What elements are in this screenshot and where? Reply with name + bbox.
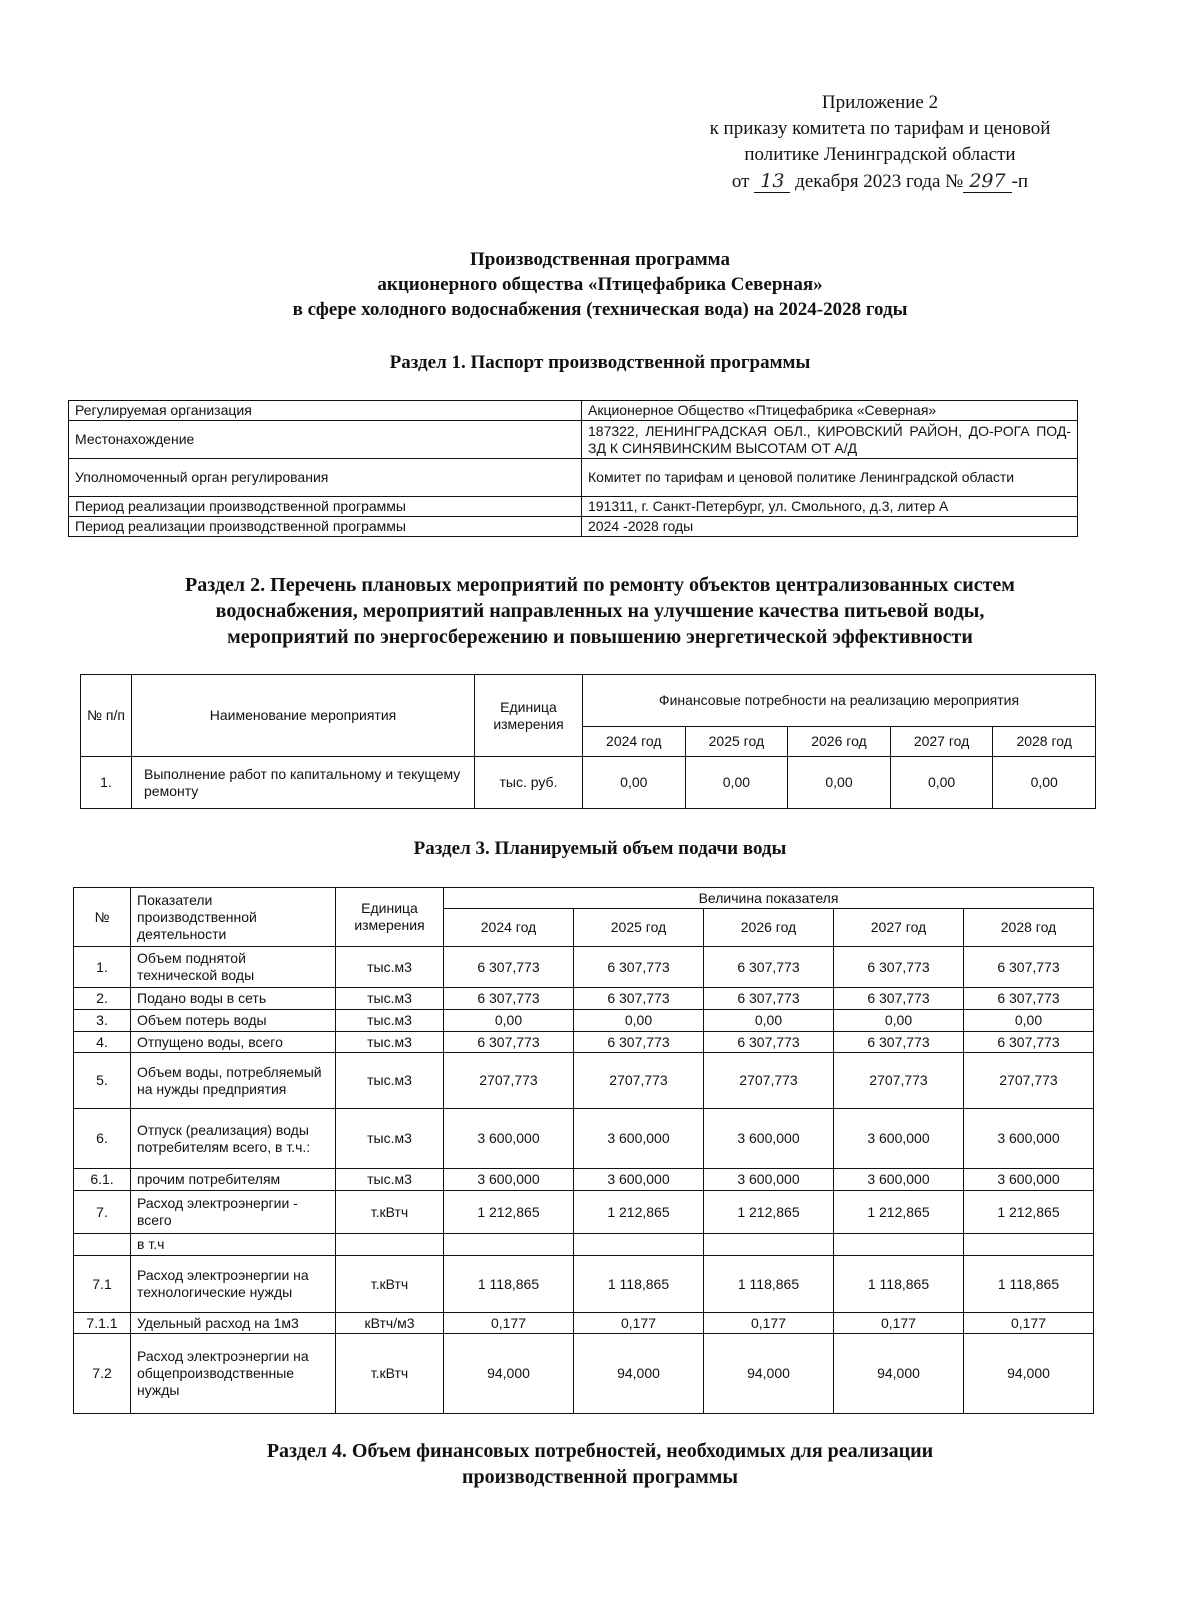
year-header: 2025 год: [685, 727, 788, 757]
value-cell: 3 600,000: [704, 1109, 834, 1169]
value-cell: 0,00: [890, 757, 993, 809]
handwritten-day: 13: [754, 170, 790, 193]
table-cell: тыс.м3: [336, 1053, 444, 1109]
table-cell: 4.: [74, 1032, 131, 1053]
appendix-block: [640, 90, 1120, 195]
table-cell: тыс.м3: [336, 1032, 444, 1053]
appendix-line: к приказу комитета по тарифам и ценовой: [709, 118, 1051, 139]
value-cell: 6 307,773: [834, 988, 964, 1010]
table-cell: тыс.м3: [336, 947, 444, 988]
value-cell: 1 118,865: [704, 1256, 834, 1313]
column-header: №: [74, 888, 131, 947]
section4-heading: [0, 1438, 1200, 1490]
passport-label: Уполномоченный орган регулирования: [69, 459, 582, 497]
value-cell: 3 600,000: [834, 1109, 964, 1169]
passport-value: 191311, г. Санкт-Петербург, ул. Смольного, д.3, литер А: [582, 497, 1078, 517]
value-cell: 6 307,773: [704, 1032, 834, 1053]
table-cell: Расход электроэнергии на общепроизводственные нужды: [131, 1334, 336, 1414]
value-cell: 3 600,000: [444, 1109, 574, 1169]
heading-line: Раздел 2. Перечень плановых мероприятий по ремонту объектов централизованных систем: [185, 574, 1015, 596]
table-cell: Расход электроэнергии на технологические нужды: [131, 1256, 336, 1313]
passport-value: 187322, ЛЕНИНГРАДСКАЯ ОБЛ., КИРОВСКИЙ РАЙОН, ДО-РОГА ПОД-ЗД К СИНЯВИНСКИМ ВЫСОТАМ ОТ А/Д: [582, 421, 1078, 459]
value-cell: 3 600,000: [444, 1169, 574, 1191]
date-prefix: от: [731, 171, 750, 192]
table-row: [74, 1334, 1094, 1414]
column-header: Наименование мероприятия: [132, 675, 475, 757]
date-mid: декабря 2023 года №: [795, 171, 964, 192]
value-cell: 2707,773: [964, 1053, 1094, 1109]
column-header: Единица измерения: [336, 888, 444, 947]
value-cell: 0,00: [964, 1010, 1094, 1032]
value-cell: 6 307,773: [704, 988, 834, 1010]
value-cell: 6 307,773: [574, 1032, 704, 1053]
value-cell: 1 212,865: [444, 1191, 574, 1234]
table-cell: т.кВтч: [336, 1191, 444, 1234]
table-cell: т.кВтч: [336, 1256, 444, 1313]
table-cell: Объем потерь воды: [131, 1010, 336, 1032]
value-cell: 6 307,773: [834, 1032, 964, 1053]
table-cell: 7.: [74, 1191, 131, 1234]
value-cell: 1 118,865: [444, 1256, 574, 1313]
value-cell: 0,00: [704, 1010, 834, 1032]
number-suffix: -п: [1011, 171, 1029, 192]
section3-heading: Раздел 3. Планируемый объем подачи воды: [413, 838, 787, 859]
table-cell: Отпущено воды, всего: [131, 1032, 336, 1053]
value-cell: 94,000: [704, 1334, 834, 1414]
value-cell: 94,000: [574, 1334, 704, 1414]
table-cell: 6.1.: [74, 1169, 131, 1191]
section1-heading: Раздел 1. Паспорт производственной программы: [389, 352, 811, 373]
year-header: 2025 год: [574, 909, 704, 947]
title-line: акционерного общества «Птицефабрика Северная»: [377, 274, 823, 295]
table-cell: Удельный расход на 1м3: [131, 1313, 336, 1334]
value-cell: 1 212,865: [834, 1191, 964, 1234]
value-cell: [574, 1234, 704, 1256]
value-cell: 3 600,000: [964, 1169, 1094, 1191]
value-cell: 0,00: [444, 1010, 574, 1032]
passport-value: Акционерное Общество «Птицефабрика «Северная»: [582, 401, 1078, 421]
passport-row: [69, 421, 1078, 459]
value-cell: 6 307,773: [704, 947, 834, 988]
table-row: [74, 1313, 1094, 1334]
table-row: [74, 988, 1094, 1010]
value-cell: 2707,773: [704, 1053, 834, 1109]
title-line: Производственная программа: [470, 249, 730, 270]
value-cell: [444, 1234, 574, 1256]
passport-label: Период реализации производственной программы: [69, 517, 582, 537]
value-cell: 1 212,865: [574, 1191, 704, 1234]
value-cell: 3 600,000: [834, 1169, 964, 1191]
heading-line: водоснабжения, мероприятий направленных на улучшение качества питьевой воды,: [215, 600, 985, 622]
value-cell: 6 307,773: [444, 988, 574, 1010]
column-header: Финансовые потребности на реализацию мероприятия: [583, 675, 1096, 727]
table-cell: 3.: [74, 1010, 131, 1032]
table-row: [74, 1032, 1094, 1053]
value-cell: 2707,773: [444, 1053, 574, 1109]
year-header: 2028 год: [993, 727, 1096, 757]
value-cell: 3 600,000: [574, 1109, 704, 1169]
appendix-line: политике Ленинградской области: [744, 144, 1016, 165]
table-cell: 7.1.1: [74, 1313, 131, 1334]
table-cell: прочим потребителям: [131, 1169, 336, 1191]
table-row: [74, 1234, 1094, 1256]
handwritten-number: 297: [963, 170, 1011, 193]
year-header: 2024 год: [444, 909, 574, 947]
table-cell: 1.: [74, 947, 131, 988]
value-cell: 1 118,865: [574, 1256, 704, 1313]
value-cell: 0,177: [704, 1313, 834, 1334]
value-cell: [964, 1234, 1094, 1256]
passport-row: [69, 517, 1078, 537]
header-row: [74, 888, 1094, 909]
value-cell: 0,177: [834, 1313, 964, 1334]
table-row: [74, 1256, 1094, 1313]
value-cell: 0,177: [574, 1313, 704, 1334]
table-row: [74, 1191, 1094, 1234]
year-header: 2027 год: [834, 909, 964, 947]
table-cell: Расход электроэнергии - всего: [131, 1191, 336, 1234]
appendix-date: [640, 168, 1120, 195]
value-cell: 0,00: [685, 757, 788, 809]
table-cell: 2.: [74, 988, 131, 1010]
appendix-line: Приложение 2: [821, 92, 939, 113]
value-cell: 3 600,000: [574, 1169, 704, 1191]
year-header: 2027 год: [890, 727, 993, 757]
column-header: Показатели производственной деятельности: [131, 888, 336, 947]
passport-label: Период реализации производственной программы: [69, 497, 582, 517]
activities-table: [80, 674, 1096, 809]
table-cell: 5.: [74, 1053, 131, 1109]
value-cell: 1 212,865: [964, 1191, 1094, 1234]
table-row: [81, 757, 1096, 809]
value-cell: [704, 1234, 834, 1256]
value-cell: 2707,773: [834, 1053, 964, 1109]
table-cell: в т.ч: [131, 1234, 336, 1256]
value-cell: 3 600,000: [964, 1109, 1094, 1169]
table-row: [74, 1109, 1094, 1169]
table-row: [74, 1053, 1094, 1109]
table-cell: 1.: [81, 757, 132, 809]
column-header: Единица измерения: [475, 675, 583, 757]
table-cell: Объем поднятой технической воды: [131, 947, 336, 988]
value-cell: 0,00: [583, 757, 686, 809]
table-row: [74, 1010, 1094, 1032]
value-cell: 0,00: [574, 1010, 704, 1032]
column-header: № п/п: [81, 675, 132, 757]
table-cell: тыс. руб.: [475, 757, 583, 809]
table-cell: тыс.м3: [336, 1109, 444, 1169]
table-cell: тыс.м3: [336, 1169, 444, 1191]
value-cell: 1 212,865: [704, 1191, 834, 1234]
year-header: 2028 год: [964, 909, 1094, 947]
value-cell: 6 307,773: [964, 1032, 1094, 1053]
document-title: [0, 247, 1200, 322]
table-row: [74, 1169, 1094, 1191]
value-cell: 6 307,773: [964, 947, 1094, 988]
table-cell: Отпуск (реализация) воды потребителям всего, в т.ч.:: [131, 1109, 336, 1169]
value-cell: 6 307,773: [964, 988, 1094, 1010]
value-cell: 6 307,773: [444, 947, 574, 988]
passport-value: 2024 -2028 годы: [582, 517, 1078, 537]
passport-label: Регулируемая организация: [69, 401, 582, 421]
value-cell: 94,000: [834, 1334, 964, 1414]
heading-line: Раздел 4. Объем финансовых потребностей, необходимых для реализации: [266, 1440, 934, 1462]
table-cell: [336, 1234, 444, 1256]
table-cell: кВтч/м3: [336, 1313, 444, 1334]
table-row: [74, 947, 1094, 988]
value-cell: 94,000: [444, 1334, 574, 1414]
table-cell: Объем воды, потребляемый на нужды предприятия: [131, 1053, 336, 1109]
table-cell: 7.2: [74, 1334, 131, 1414]
table-cell: Выполнение работ по капитальному и текущему ремонту: [132, 757, 475, 809]
heading-line: производственной программы: [461, 1466, 739, 1488]
value-cell: 6 307,773: [444, 1032, 574, 1053]
value-cell: 3 600,000: [704, 1169, 834, 1191]
value-cell: 0,00: [993, 757, 1096, 809]
value-cell: 0,177: [964, 1313, 1094, 1334]
year-header: 2024 год: [583, 727, 686, 757]
table-cell: 7.1: [74, 1256, 131, 1313]
water-supply-table: [73, 887, 1094, 1414]
value-cell: 6 307,773: [574, 947, 704, 988]
passport-table: [68, 400, 1078, 537]
passport-label: Местонахождение: [69, 421, 582, 459]
value-cell: 1 118,865: [834, 1256, 964, 1313]
passport-row: [69, 459, 1078, 497]
value-cell: 1 118,865: [964, 1256, 1094, 1313]
header-row: [81, 675, 1096, 727]
table-cell: Подано воды в сеть: [131, 988, 336, 1010]
table-cell: т.кВтч: [336, 1334, 444, 1414]
passport-row: [69, 497, 1078, 517]
year-header: 2026 год: [788, 727, 891, 757]
passport-row: [69, 401, 1078, 421]
table-cell: [74, 1234, 131, 1256]
table-cell: 6.: [74, 1109, 131, 1169]
value-cell: 0,00: [788, 757, 891, 809]
value-cell: 0,177: [444, 1313, 574, 1334]
value-cell: 0,00: [834, 1010, 964, 1032]
table-cell: тыс.м3: [336, 1010, 444, 1032]
value-cell: 6 307,773: [834, 947, 964, 988]
heading-line: мероприятий по энергосбережению и повышению энергетической эффективности: [227, 626, 973, 648]
title-line: в сфере холодного водоснабжения (техническая вода) на 2024-2028 годы: [292, 299, 908, 320]
section2-heading: [0, 572, 1200, 650]
value-cell: 6 307,773: [574, 988, 704, 1010]
column-header: Величина показателя: [444, 888, 1094, 909]
value-cell: [834, 1234, 964, 1256]
table-cell: тыс.м3: [336, 988, 444, 1010]
value-cell: 2707,773: [574, 1053, 704, 1109]
value-cell: 94,000: [964, 1334, 1094, 1414]
year-header: 2026 год: [704, 909, 834, 947]
passport-value: Комитет по тарифам и ценовой политике Ленинградской области: [582, 459, 1078, 497]
